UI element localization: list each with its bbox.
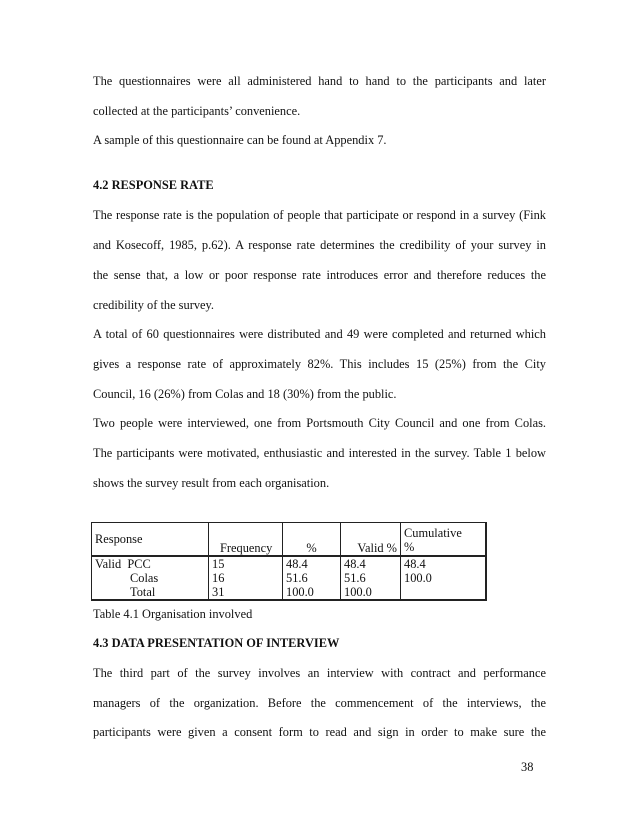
interview-line-1: The third part of the survey involves an interview with contract and performance [93, 666, 546, 680]
row-label-pcc [92, 556, 209, 571]
row-label-total: Total [92, 585, 209, 600]
header-cumulative-line-2: % [404, 540, 415, 554]
cell-cumulative: 48.4 [401, 556, 487, 571]
header-response: Response [92, 523, 209, 557]
cell-valid: 51.6 [341, 571, 401, 585]
row-group-valid: Valid [95, 557, 122, 571]
cell-percent: 51.6 [283, 571, 341, 585]
interview-line-2: managers of the organization. Before the commencement of the interviews, the [93, 696, 546, 710]
header-frequency-text: Frequency [220, 541, 273, 555]
cell-frequency: 31 [209, 585, 283, 600]
cell-valid: 48.4 [341, 556, 401, 571]
cell-cumulative [401, 585, 487, 600]
response-rate-line-4: credibility of the survey. [93, 298, 215, 312]
row-label-pcc-text: PCC [127, 557, 151, 571]
cell-cumulative: 100.0 [401, 571, 487, 585]
response-rate-line-8: Two people were interviewed, one from Portsmouth City Council and one from Colas. [93, 416, 546, 430]
cell-frequency: 15 [209, 556, 283, 571]
response-rate-line-6: gives a response rate of approximately 82%. This includes 15 (25%) from the City [93, 357, 546, 371]
table-caption: Table 4.1 Organisation involved [93, 607, 253, 621]
header-percent: % [283, 523, 341, 557]
table-row [92, 571, 487, 585]
row-label-colas: Colas [92, 571, 209, 585]
header-cumulative [401, 523, 487, 557]
header-valid-percent: Valid % [341, 523, 401, 557]
response-rate-line-3: the sense that, a low or poor response rate introduces error and therefore reduces the [93, 268, 546, 282]
header-frequency [209, 523, 283, 557]
response-rate-line-2: and Kosecoff, 1985, p.62). A response rate determines the credibility of your survey in [93, 238, 546, 252]
cell-percent: 48.4 [283, 556, 341, 571]
intro-line-2: collected at the participants’ convenience. [93, 104, 301, 118]
response-rate-line-1: The response rate is the population of people that participate or respond in a survey (Fink [93, 208, 546, 222]
header-cumulative-line-1: Cumulative [404, 526, 462, 540]
cell-valid: 100.0 [341, 585, 401, 600]
response-rate-line-7: Council, 16 (26%) from Colas and 18 (30%) from the public. [93, 387, 397, 401]
cell-frequency: 16 [209, 571, 283, 585]
response-rate-line-5: A total of 60 questionnaires were distributed and 49 were completed and returned which [93, 327, 546, 341]
organisation-table-wrapper [91, 522, 487, 601]
table-row [92, 585, 487, 600]
table-row [92, 556, 487, 571]
page-number: 38 [521, 760, 534, 774]
organisation-table [91, 522, 487, 601]
interview-line-3: participants were given a consent form to read and sign in order to make sure the [93, 725, 546, 739]
intro-line-3: A sample of this questionnaire can be found at Appendix 7. [93, 133, 387, 147]
response-rate-line-9: The participants were motivated, enthusiastic and interested in the survey. Table 1 below [93, 446, 546, 460]
section-heading-response-rate: 4.2 RESPONSE RATE [93, 178, 214, 192]
cell-percent: 100.0 [283, 585, 341, 600]
section-heading-interview: 4.3 DATA PRESENTATION OF INTERVIEW [93, 636, 340, 650]
intro-line-1: The questionnaires were all administered hand to hand to the participants and later [93, 74, 546, 88]
response-rate-line-10: shows the survey result from each organisation. [93, 476, 330, 490]
table-header-row [92, 523, 487, 557]
